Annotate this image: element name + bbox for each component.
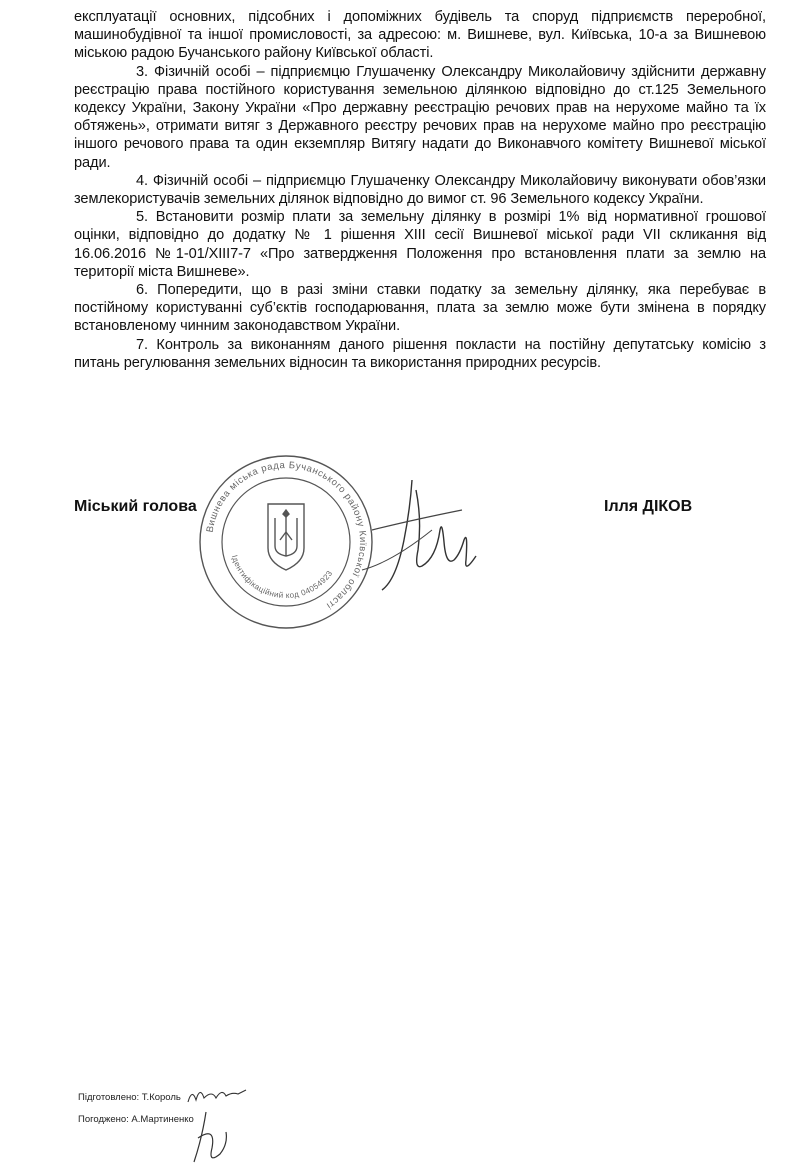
paragraph-item-4: 4. Фізичній особі – підприємцю Глушаченку Олександру Миколайовичу виконувати обов’язки землекористувачів земельних ділянок відповідно до вимог ст. 96 Земельного кодексу України. — [74, 172, 766, 208]
mayor-signature — [352, 470, 512, 600]
paragraph-continuation: експлуатації основних, підсобних і допоміжних будівель та споруд підприємств переробної, машинобудівної та іншої промисловості, за адресою: м. Вишневе, вул. Київська, 10-а за Вишневою міською радою Бучанського району Київської області. — [74, 9, 766, 62]
document-body — [74, 8, 766, 372]
svg-text:Вишнева міська рада Бучанськог: Вишнева міська рада Бучанського району Київської області — [204, 459, 369, 612]
paragraph-item-5: 5. Встановити розмір плати за земельну ділянку в розмірі 1% від нормативної грошової оцінки, відповідно до додатку № 1 рішення ХІІІ сесії Вишневої міської ради VII скликання від 16.06.2016 №1-01/ХІІІ7-7 «Про затвердження Положення про встановлення плати за землю на території міста Вишневе». — [74, 209, 766, 280]
paragraph-item-7: 7. Контроль за виконанням даного рішення покласти на постійну депутатську комісію з питань регулювання земельних відносин та використання природних ресурсів. — [74, 336, 766, 371]
paragraph-item-3: 3. Фізичній особі – підприємцю Глушаченку Олександру Миколайовичу здійснити державну реєстрацію права постійного користування земельною ділянкою відповідно до ст.125 Земельного кодексу України, Закону України «Про державну реєстрацію речових прав на нерухоме майно та їх обтяжень», отримати витяг з Державного реєстру речових прав на нерухоме майно про реєстрацію іншого речового права та один екземпляр Витягу надати до Виконавчого комітету Вишневої міської ради. — [74, 63, 766, 171]
agreed-by: Погоджено: А.Мартиненко — [78, 1114, 194, 1125]
signatory-name: Ілля ДІКОВ — [604, 498, 693, 515]
paragraph-item-6: 6. Попередити, що в разі зміни ставки податку за земельну ділянку, яка перебуває в постійному користуванні суб’єктів господарювання, плата за землю може бути змінена в порядку встановленому чинним законодавством України. — [74, 282, 766, 335]
svg-text:Ідентифікаційний код 04054923: Ідентифікаційний код 04054923 — [229, 553, 335, 601]
official-seal-stamp — [196, 452, 376, 632]
signatory-position: Міський голова — [74, 498, 197, 515]
agreed-by-initials — [176, 1108, 236, 1170]
prepared-by: Підготовлено: Т.Король — [78, 1092, 181, 1103]
prepared-by-initials — [182, 1080, 252, 1110]
